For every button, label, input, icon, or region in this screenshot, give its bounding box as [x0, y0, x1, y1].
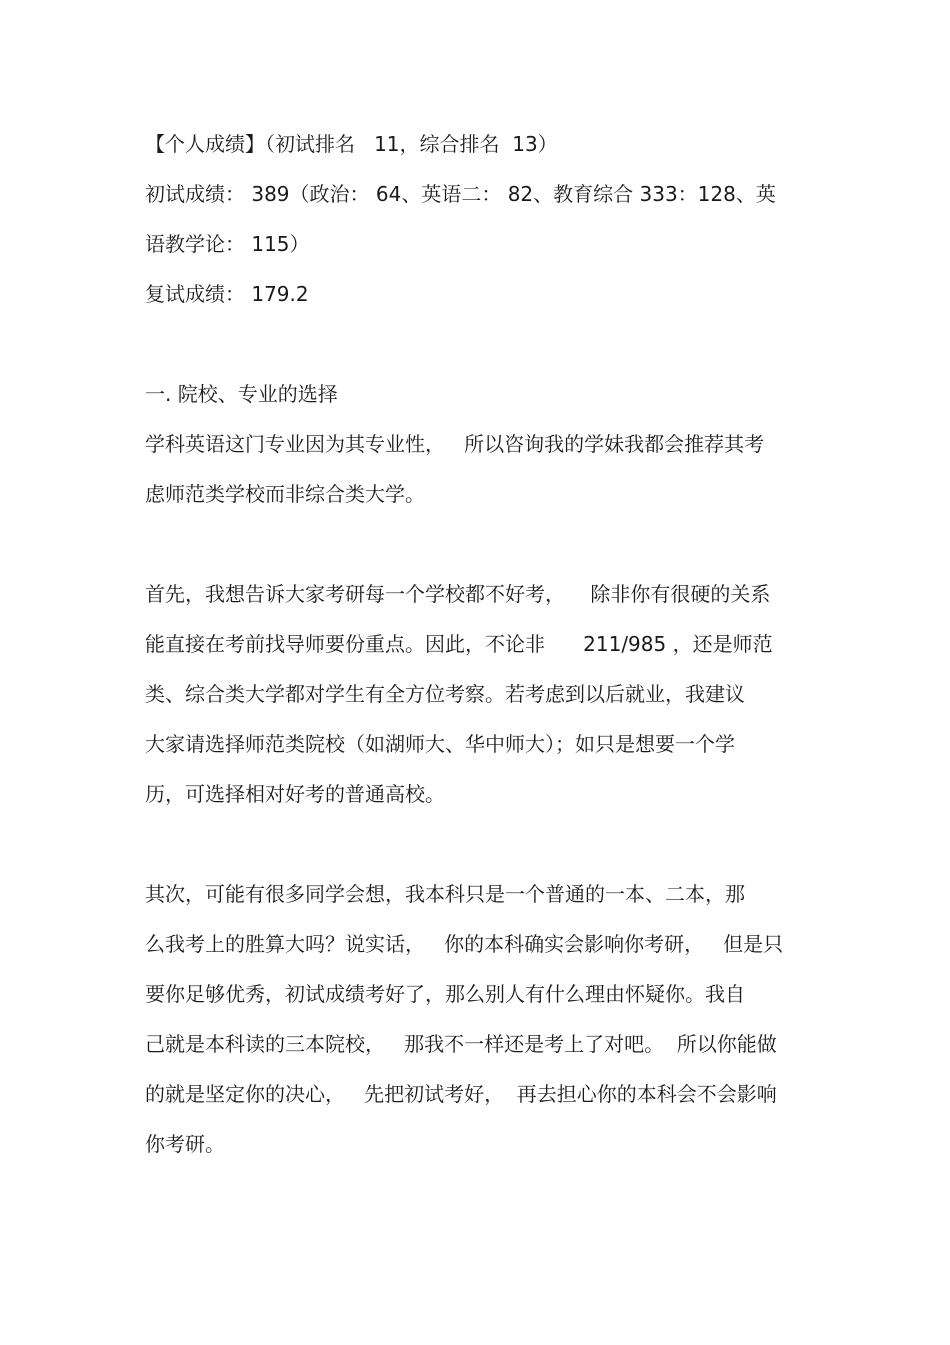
paragraph-3-line-4: 己就是本科读的三本院校， 那我不一样还是考上了对吧。 所以你能做	[145, 1032, 777, 1056]
paragraph-3-line-2: 么我考上的胜算大吗？说实话， 你的本科确实会影响你考研， 但是只	[145, 932, 784, 956]
paragraph-2-line-2: 能直接在考前找导师要份重点。因此，不论非 211/985 ，还是师范	[145, 632, 773, 656]
paragraph-2-line-4: 大家请选择师范类院校（如湖师大、华中师大）；如只是想要一个学	[145, 732, 735, 756]
paragraph-3-line-3: 要你足够优秀，初试成绩考好了，那么别人有什么理由怀疑你。我自	[145, 982, 745, 1006]
paragraph-2-line-3: 类、综合类大学都对学生有全方位考察。若考虑到以后就业，我建议	[145, 682, 745, 706]
paragraph-2-line-5: 历，可选择相对好考的普通高校。	[145, 782, 445, 806]
retest-score-line: 复试成绩： 179.2	[145, 282, 309, 306]
paragraph-3-line-5: 的就是坚定你的决心， 先把初试考好， 再去担心你的本科会不会影响	[145, 1082, 777, 1106]
paragraph-3-line-1: 其次，可能有很多同学会想，我本科只是一个普通的一本、二本，那	[145, 882, 745, 906]
section-heading: 一. 院校、专业的选择	[145, 382, 338, 406]
initial-score-line: 初试成绩： 389（政治： 64、英语二： 82、教育综合 333：128、英	[145, 182, 776, 206]
paragraph-1-line-2: 虑师范类学校而非综合类大学。	[145, 482, 425, 506]
score-summary-line: 【个人成绩】（初试排名 11，综合排名 13）	[145, 132, 558, 156]
paragraph-1-line-1: 学科英语这门专业因为其专业性， 所以咨询我的学妹我都会推荐其考	[145, 432, 765, 456]
paragraph-2-line-1: 首先，我想告诉大家考研每一个学校都不好考， 除非你有很硬的关系	[145, 582, 771, 606]
paragraph-3-line-6: 你考研。	[145, 1132, 225, 1156]
initial-score-line-cont: 语教学论： 115）	[145, 232, 310, 256]
